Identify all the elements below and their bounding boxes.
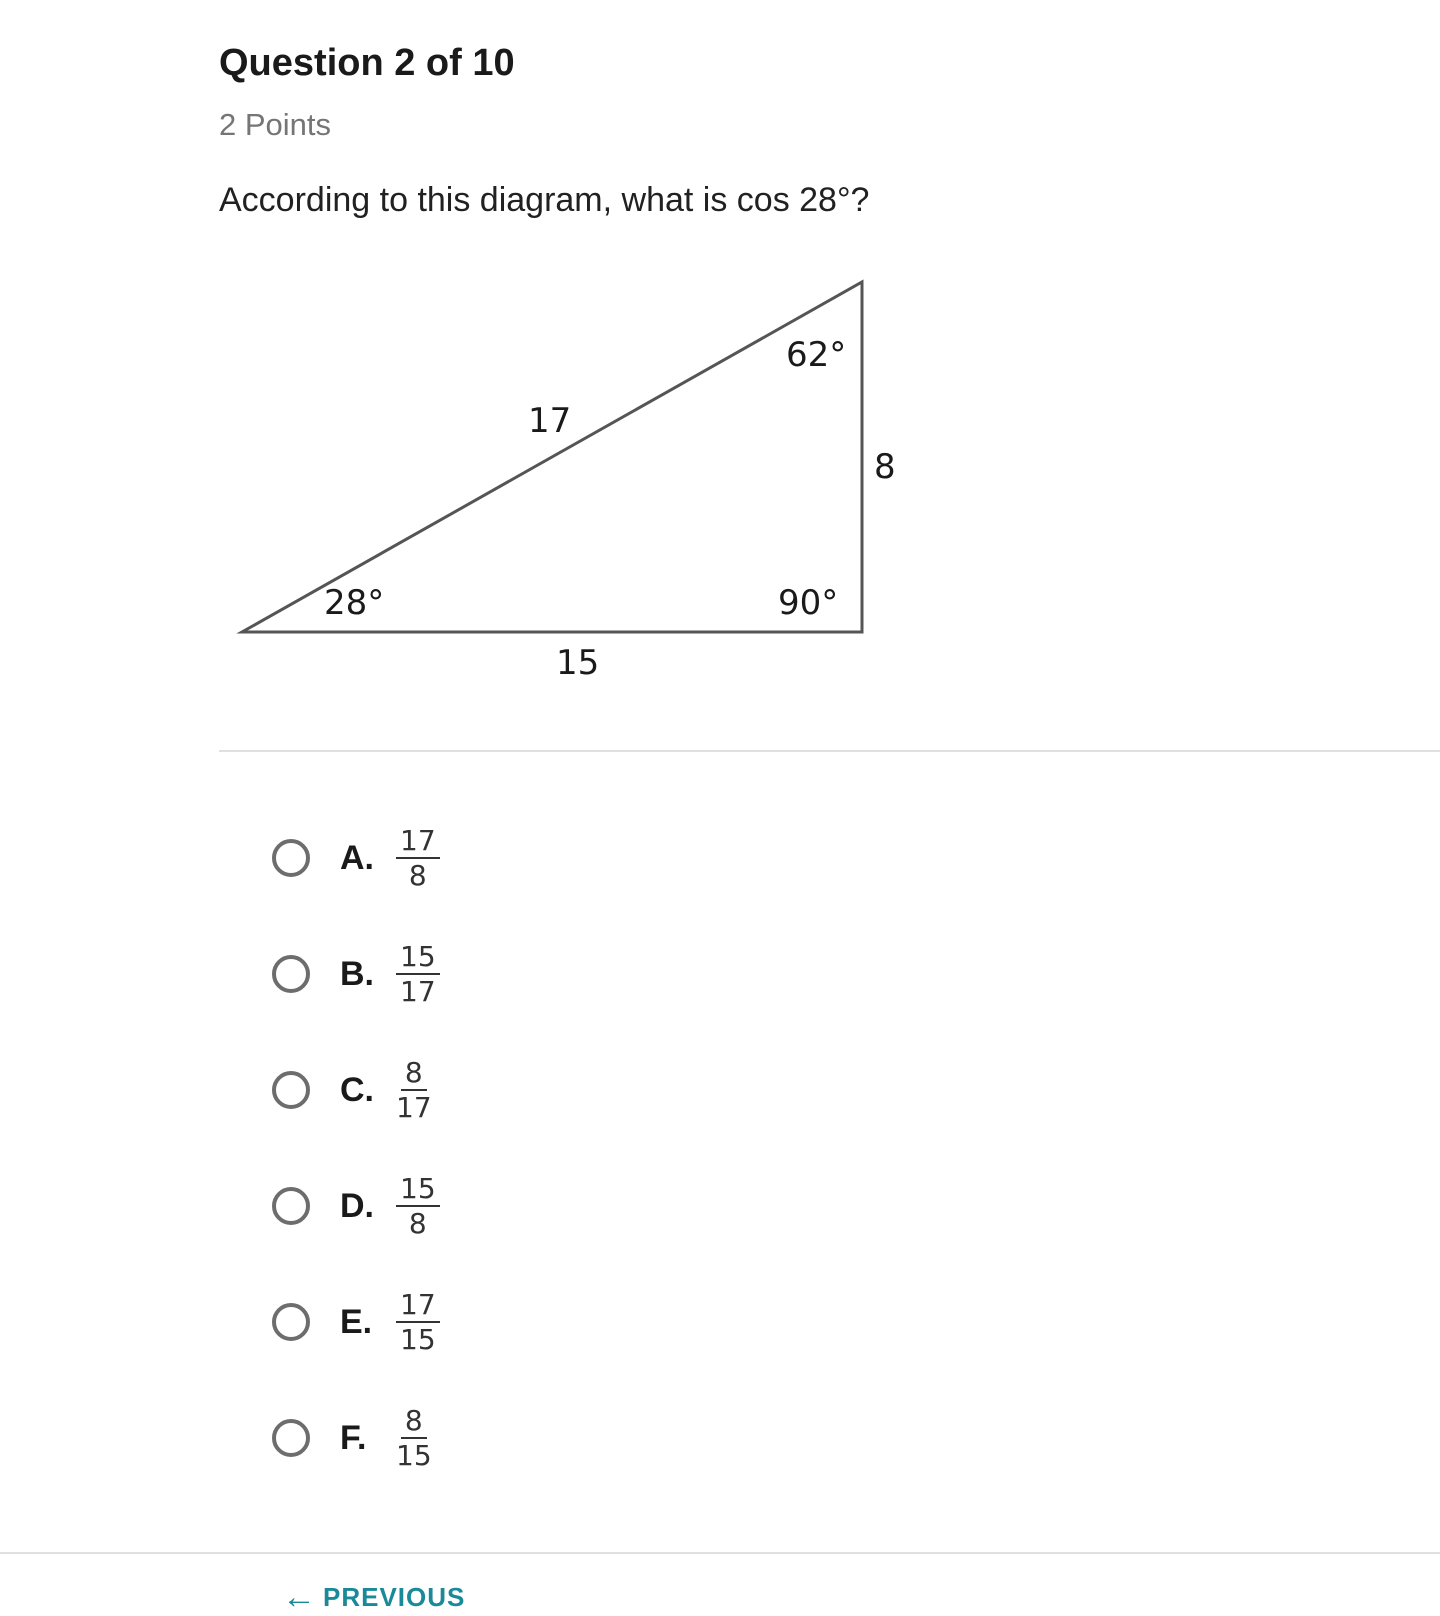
arrow-left-icon: ← [282,1578,317,1616]
footer-bar [0,1552,1440,1616]
choice-b[interactable] [272,916,440,1032]
radio-button[interactable] [272,1419,310,1457]
choice-d[interactable] [272,1148,440,1264]
numerator: 17 [396,826,440,859]
fraction [396,1287,440,1356]
denominator: 17 [396,1091,432,1124]
denominator: 8 [408,1207,427,1240]
choice-letter: B. [340,954,374,993]
answer-choices [272,800,440,1496]
radio-button[interactable] [272,1303,310,1341]
radio-button[interactable] [272,955,310,993]
divider [219,750,1440,752]
hypotenuse-label: 17 [528,401,572,441]
previous-label: PREVIOUS [323,1581,466,1612]
denominator: 8 [408,859,427,892]
vertical-side-label: 8 [874,447,896,487]
denominator: 15 [396,1439,432,1472]
radio-button[interactable] [272,1187,310,1225]
numerator: 15 [396,942,440,975]
previous-button[interactable] [282,1580,465,1614]
base-label: 15 [556,643,600,683]
fraction [396,1171,440,1240]
radio-button[interactable] [272,1071,310,1109]
numerator: 17 [396,1290,440,1323]
choice-f[interactable] [272,1380,440,1496]
question-prompt: According to this diagram, what is cos 28°? [219,181,870,219]
top-angle-label: 62° [786,335,847,375]
numerator: 8 [401,1406,427,1439]
choice-a[interactable] [272,800,440,916]
triangle-diagram [230,272,910,692]
fraction [396,939,440,1008]
right-angle-label: 90° [778,583,839,623]
question-title: Question 2 of 10 [219,42,515,84]
fraction [396,823,440,892]
fraction [396,1403,432,1472]
choice-letter: C. [340,1070,374,1109]
left-angle-label: 28° [324,583,385,623]
question-points: 2 Points [219,107,332,142]
denominator: 15 [400,1323,436,1356]
choice-letter: F. [340,1418,367,1457]
choice-letter: A. [340,838,374,877]
fraction [396,1055,432,1124]
choice-c[interactable] [272,1032,440,1148]
right-triangle [242,282,862,632]
radio-button[interactable] [272,839,310,877]
choice-e[interactable] [272,1264,440,1380]
numerator: 8 [401,1058,427,1091]
choice-letter: E. [340,1302,373,1341]
choice-letter: D. [340,1186,374,1225]
denominator: 17 [400,975,436,1008]
numerator: 15 [396,1174,440,1207]
